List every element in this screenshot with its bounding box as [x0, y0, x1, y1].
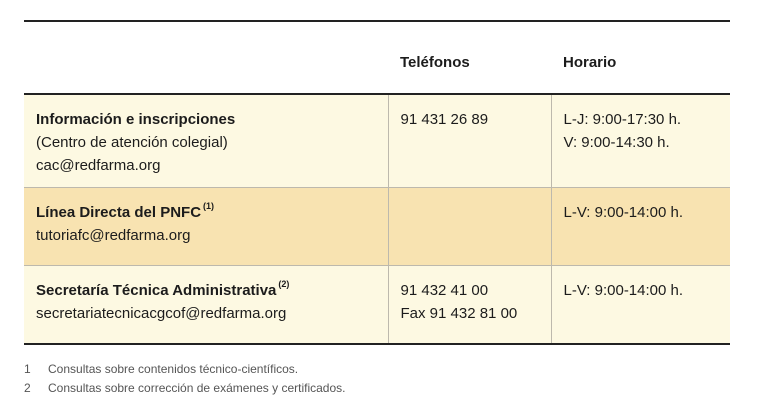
- hours-cell: [551, 266, 730, 345]
- table-row: [24, 188, 730, 266]
- hours-text: L-V: 9:00-14:00 h.: [563, 282, 684, 299]
- footnote-text: Consultas sobre corrección de exámenes y certificados.: [48, 381, 346, 395]
- hours-text: L-J: 9:00-17:30 h.: [563, 111, 682, 128]
- fax-number: Fax 91 432 81 00: [400, 305, 518, 322]
- footnote-number: 1: [24, 362, 31, 376]
- row-title: Secretaría Técnica Administrativa $^{(2)}$: [36, 279, 290, 299]
- header-horario: Horario: [563, 54, 617, 71]
- footnote-number: 2: [24, 381, 31, 395]
- phone-number: 91 432 41 00: [400, 282, 489, 299]
- email-link[interactable]: tutoriafc@redfarma.org: [36, 227, 191, 244]
- contacts-table: [24, 95, 730, 345]
- footnote: [24, 379, 345, 398]
- footnote-ref: (1): [203, 201, 215, 211]
- hours-cell: [551, 95, 730, 188]
- footnote: [24, 360, 345, 379]
- email-link[interactable]: secretariatecnicacgcof@redfarma.org: [36, 305, 287, 322]
- row-subtitle: (Centro de atención colegial): [36, 134, 228, 151]
- hours-cell: [551, 188, 730, 266]
- phone-cell: [388, 266, 551, 345]
- hours-text: V: 9:00-14:30 h.: [563, 134, 670, 151]
- contact-cell: [24, 266, 388, 345]
- footnotes: [24, 360, 345, 398]
- contact-cell: [24, 188, 388, 266]
- row-title: Información e inscripciones: [36, 111, 236, 128]
- row-title: Línea Directa del PNFC $^{(1)}$: [36, 201, 215, 221]
- contact-table-section: [24, 20, 730, 345]
- phone-cell: [388, 188, 551, 266]
- table-row: [24, 266, 730, 345]
- hours-text: L-V: 9:00-14:00 h.: [563, 204, 684, 221]
- table-row: [24, 95, 730, 188]
- footnote-text: Consultas sobre contenidos técnico-científicos.: [48, 362, 299, 376]
- header-telefonos: Teléfonos: [400, 54, 470, 71]
- phone-number: 91 431 26 89: [400, 111, 489, 128]
- table-header: [24, 22, 730, 95]
- contact-cell: [24, 95, 388, 188]
- phone-cell: [388, 95, 551, 188]
- email-link[interactable]: cac@redfarma.org: [36, 157, 161, 174]
- footnote-ref: (2): [278, 279, 290, 289]
